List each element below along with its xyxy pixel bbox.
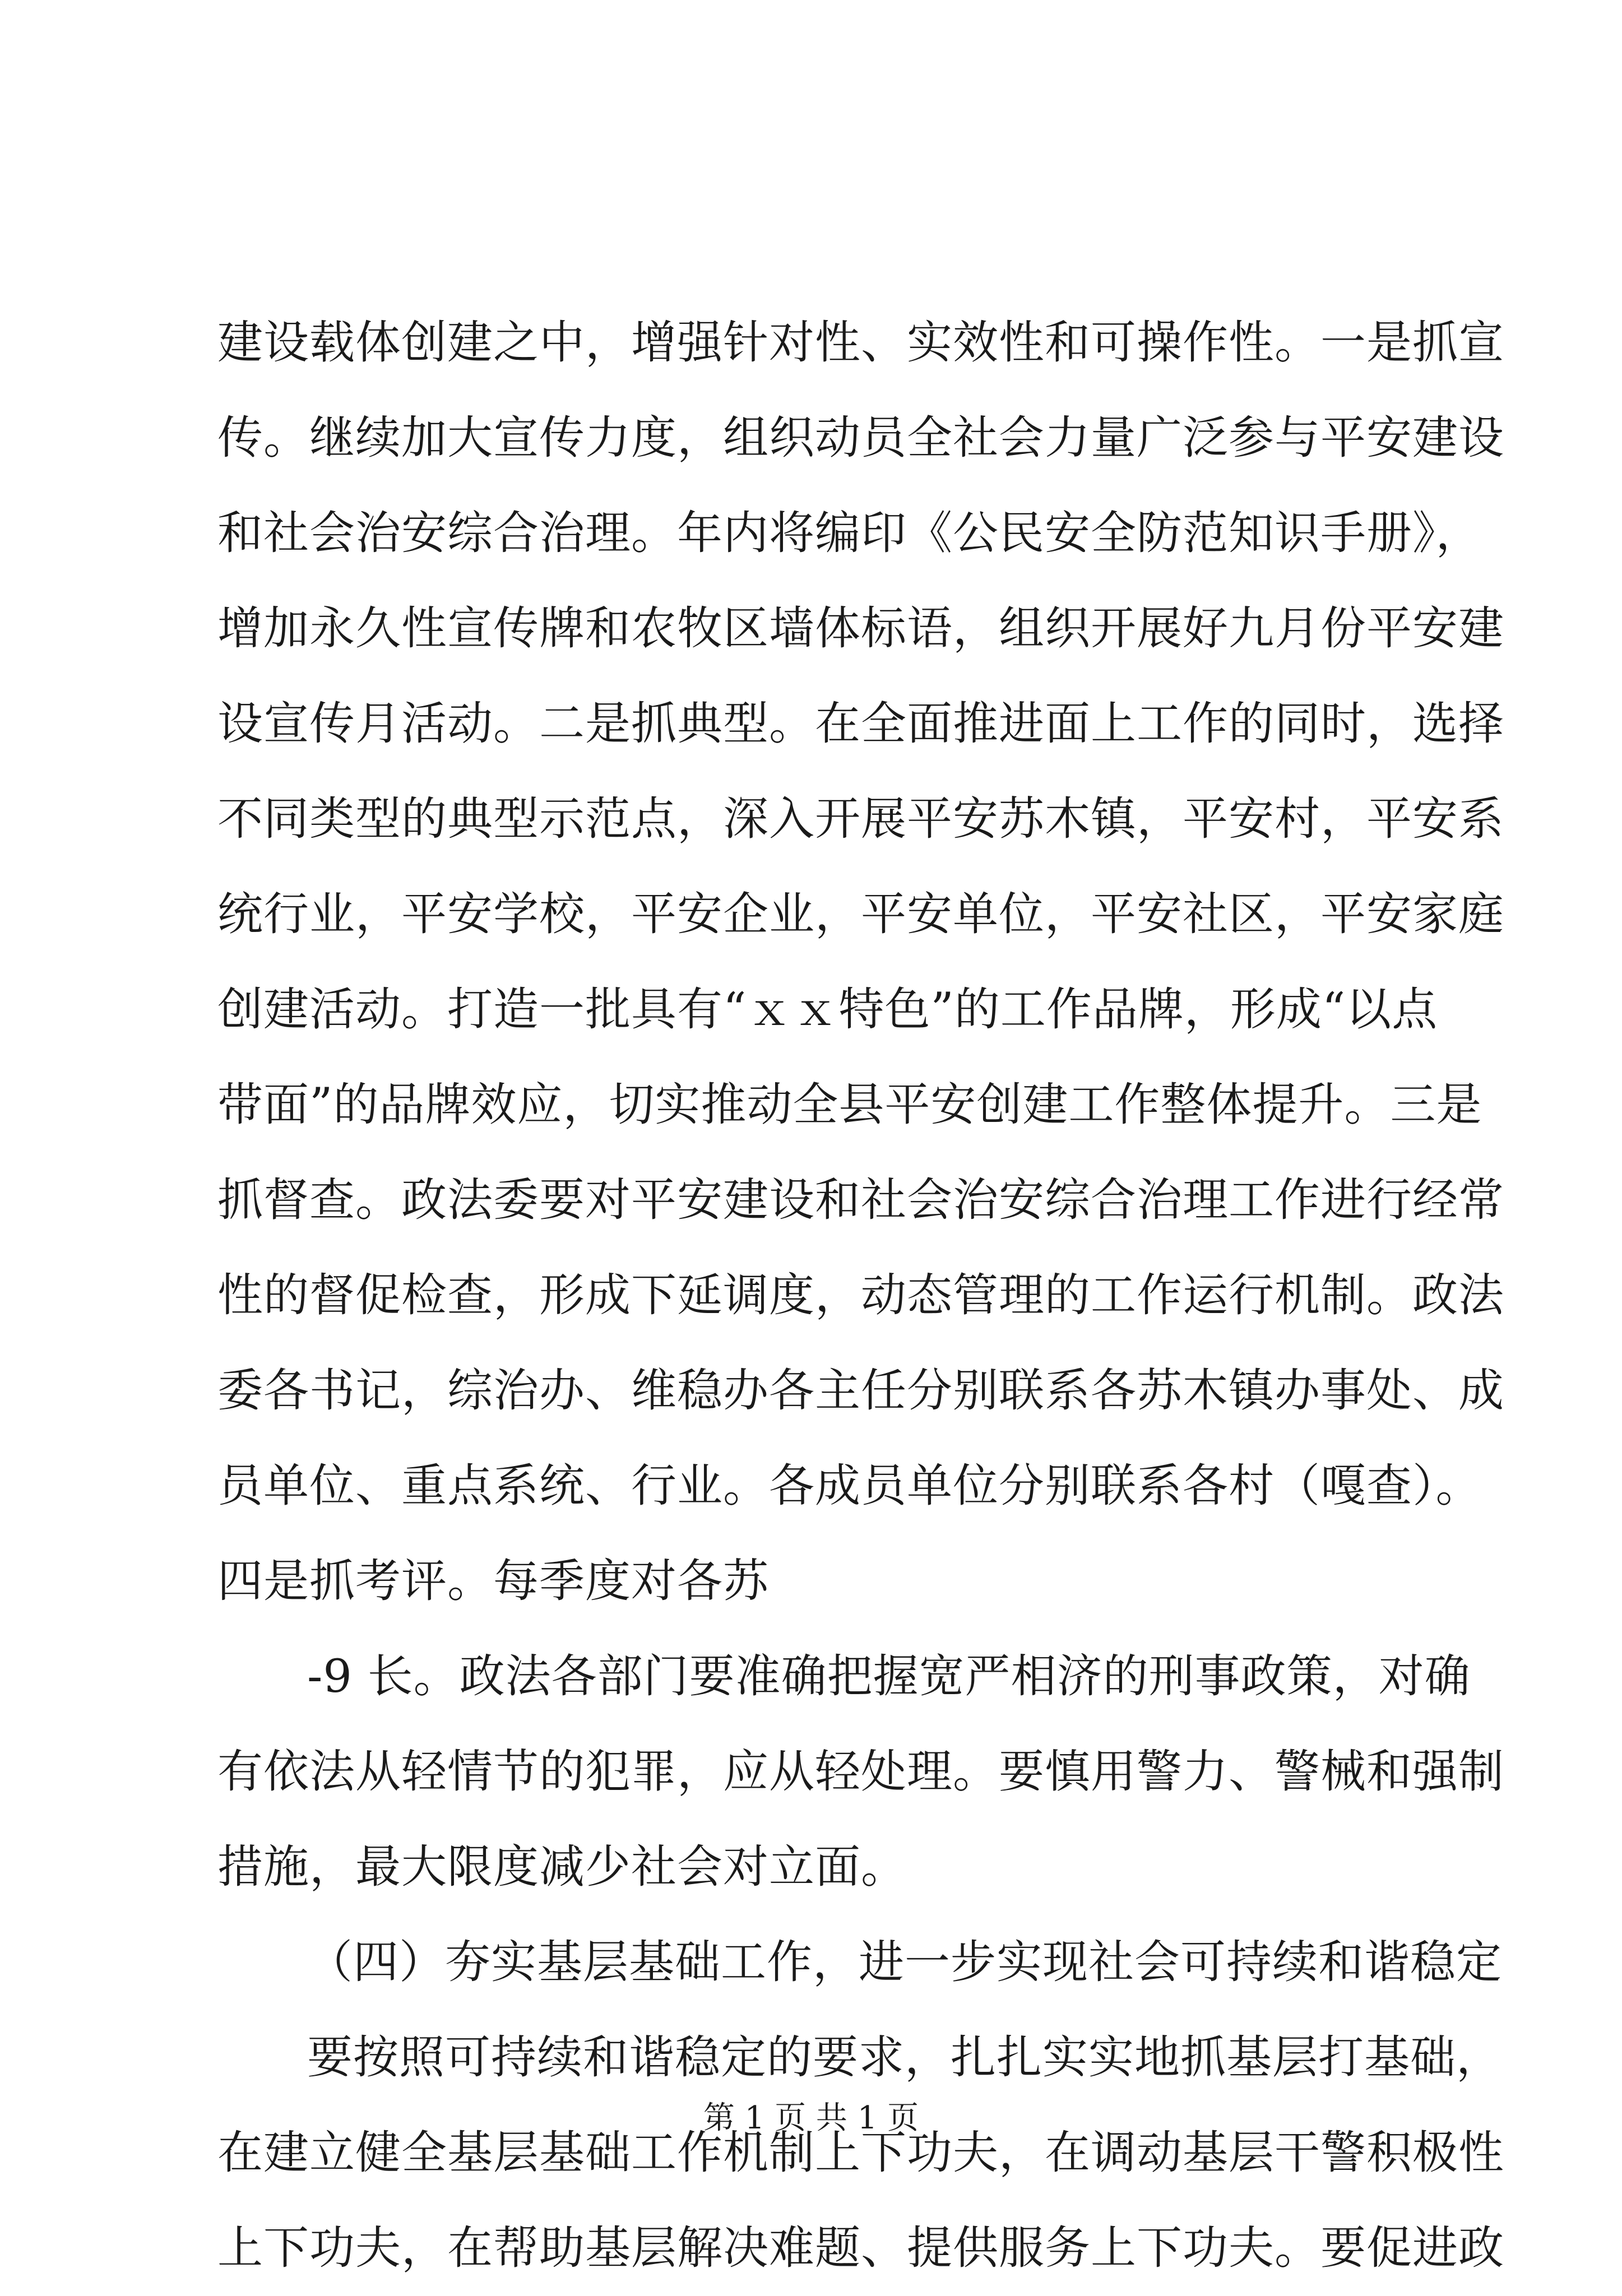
text-line: 创建活动。打造一批具有“ｘｘ特色”的工作品牌，形成“以点 — [217, 984, 1438, 1036]
document-body — [217, 295, 1505, 2296]
text-line: 有依法从轻情节的犯罪，应从轻处理。要慎用警力、警械和强制 — [217, 1746, 1505, 1798]
text-line: 传。继续加大宣传力度，组织动员全社会力量广泛参与平安建设 — [217, 412, 1505, 465]
text-line: 设宣传月活动。二是抓典型。在全面推进面上工作的同时，选择 — [217, 698, 1505, 750]
text-line: 四是抓考评。每季度对各苏 — [217, 1555, 770, 1608]
text-line: 抓督查。政法委要对平安建设和社会治安综合治理工作进行经常 — [217, 1174, 1505, 1227]
text-line: 措施，最大限度减少社会对立面。 — [217, 1841, 907, 1894]
text-line: 带面”的品牌效应，切实推动全县平安创建工作整体提升。三是 — [217, 1079, 1482, 1131]
text-line: 在建立健全基层基础工作机制上下功夫，在调动基层干警积极性 — [217, 2127, 1505, 2179]
text-line: 性的督促检查，形成下延调度，动态管理的工作运行机制。政法 — [217, 1269, 1505, 1322]
text-line: 上下功夫，在帮助基层解决难题、提供服务上下功夫。要促进政 — [217, 2222, 1505, 2275]
text-line: 不同类型的典型示范点，深入开展平安苏木镇，平安村，平安系 — [217, 793, 1505, 846]
page-number-footer: 第 1 页 共 1 页 — [703, 2100, 919, 2136]
text-line: 增加永久性宣传牌和农牧区墙体标语，组织开展好九月份平安建 — [217, 602, 1505, 655]
text-line: -9 长。政法各部门要准确把握宽严相济的刑事政策，对确 — [307, 1650, 1471, 1703]
text-line: 建设载体创建之中，增强针对性、实效性和可操作性。一是抓宣 — [217, 317, 1505, 369]
text-line: 统行业，平安学校，平安企业，平安单位，平安社区，平安家庭 — [217, 888, 1505, 941]
text-line: 和社会治安综合治理。年内将编印《公民安全防范知识手册》， — [217, 507, 1482, 560]
text-line: 员单位、重点系统、行业。各成员单位分别联系各村（嘎查）。 — [217, 1460, 1482, 1513]
section-heading: （四）夯实基层基础工作，进一步实现社会可持续和谐稳定 — [307, 1936, 1503, 1989]
text-line: 委各书记，综治办、维稳办各主任分别联系各苏木镇办事处、成 — [217, 1365, 1505, 1417]
text-line: 要按照可持续和谐稳定的要求，扎扎实实地抓基层打基础， — [307, 2031, 1503, 2084]
